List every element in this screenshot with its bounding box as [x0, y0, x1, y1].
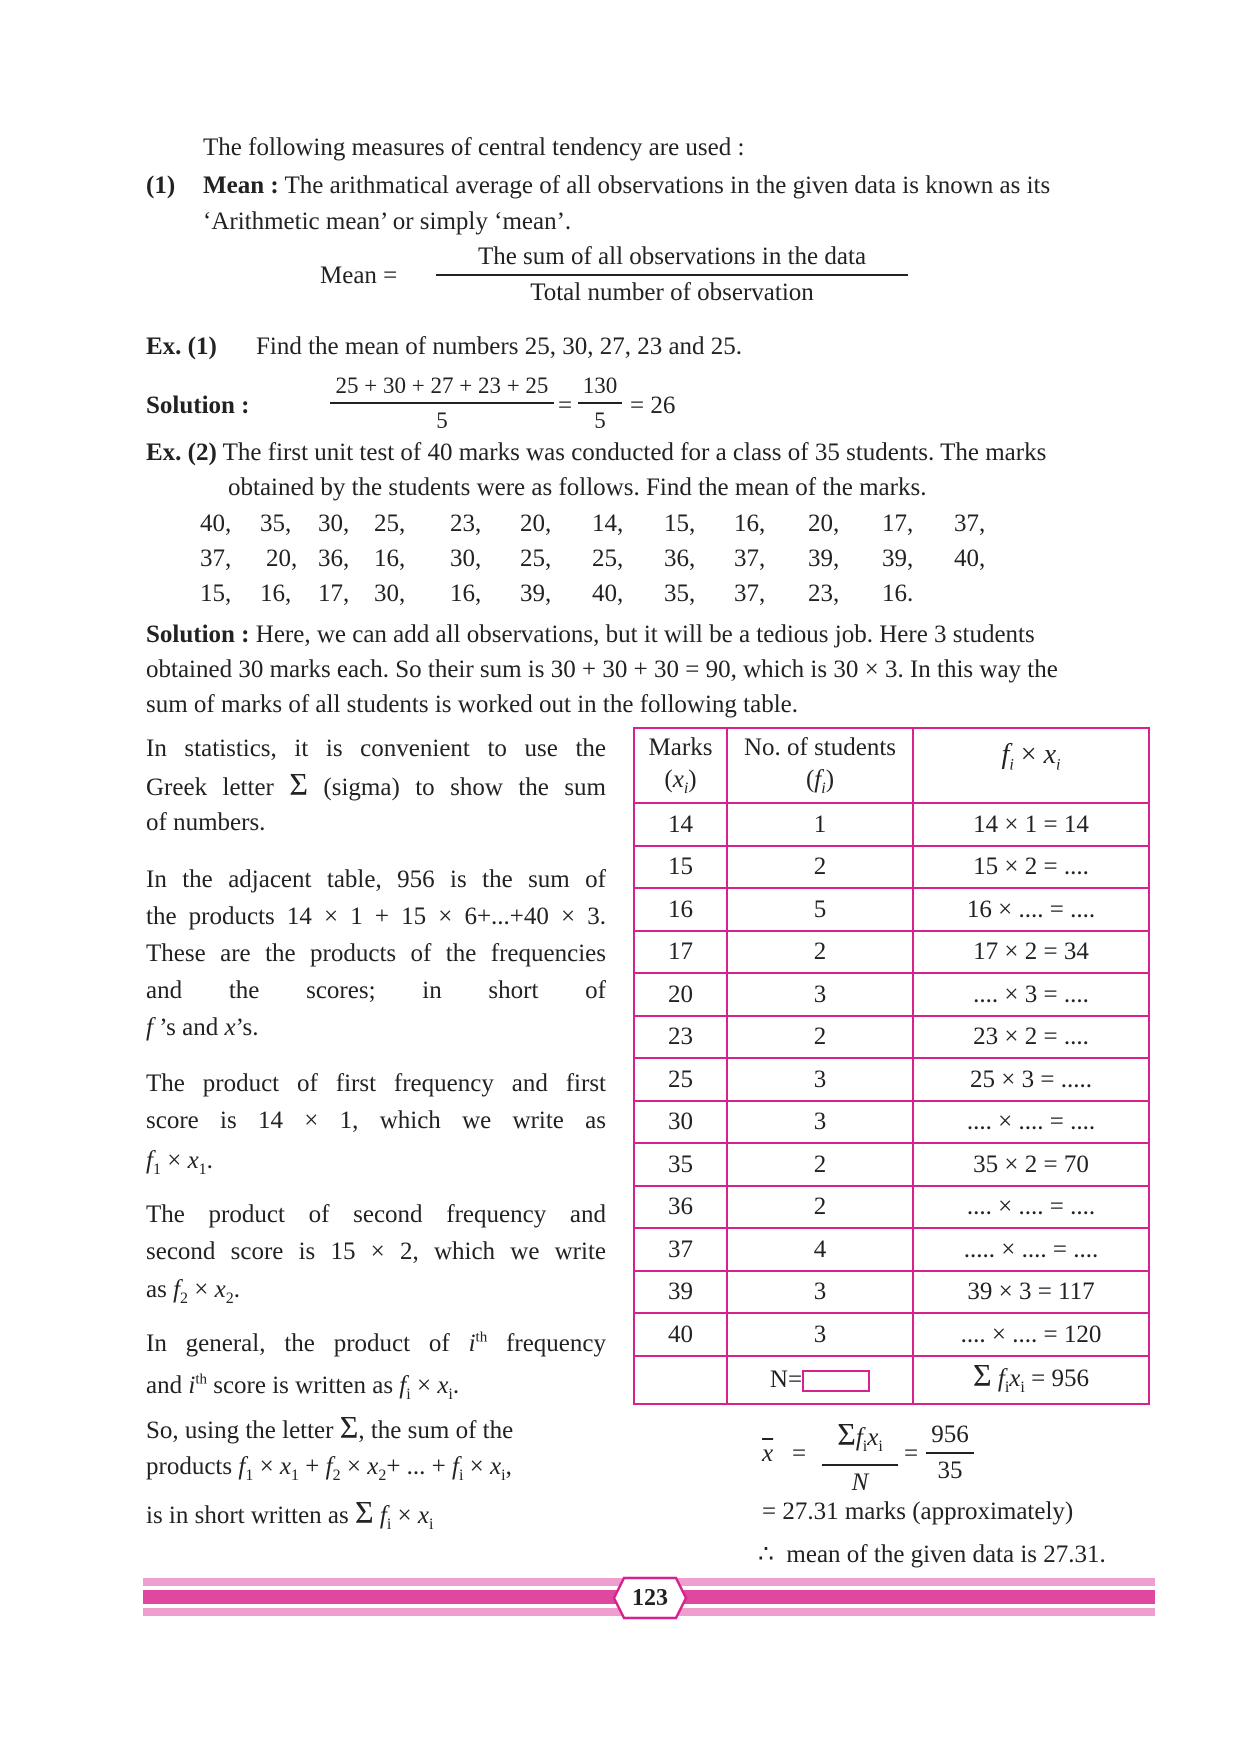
cell-students: 2	[727, 846, 913, 889]
side-p4-l3: as $f_2 \times x_2$.	[146, 1276, 240, 1307]
ex1-denominator: 5	[330, 402, 554, 438]
table-row	[634, 1228, 1149, 1271]
result-denom-value: 35	[926, 1452, 974, 1488]
data-value: 39,	[520, 580, 552, 607]
cell-product: 16 × .... = ....	[913, 888, 1149, 931]
data-value: 16.	[882, 580, 914, 607]
side-p2-l4: and the scores; in short of	[146, 977, 606, 1004]
ex1-fraction	[330, 370, 554, 438]
table-row	[634, 846, 1149, 889]
data-row	[200, 506, 1014, 541]
header-students: No. of students $(f_i)$	[727, 728, 913, 803]
table-row	[634, 1058, 1149, 1101]
cell-marks: 23	[634, 1016, 727, 1059]
cell-marks: 40	[634, 1313, 727, 1356]
ex1-numerator2: 130	[582, 373, 618, 398]
xbar-symbol: $\overline{x}$	[762, 1440, 774, 1467]
side-p6-l2: products $f_1 \times x_1 + f_2 \times x_2+$ ... + $f_i \times x_i$,	[146, 1453, 512, 1484]
cell-students: 2	[727, 1186, 913, 1229]
data-value: 25,	[374, 510, 406, 537]
side-p2-l5: f ’s and x’s.	[146, 1014, 259, 1041]
table-row	[634, 1186, 1149, 1229]
cell-students: 4	[727, 1228, 913, 1271]
data-value: 39,	[808, 545, 840, 572]
cell-marks: 39	[634, 1271, 727, 1314]
side-p1-l1: In statistics, it is convenient to use the	[146, 735, 606, 762]
side-p3-l2: score is 14 × 1, which we write as	[146, 1107, 606, 1134]
frequency-table	[633, 727, 1150, 1405]
cell-product: 39 × 3 = 117	[913, 1271, 1149, 1314]
mean-formula-fraction	[436, 240, 908, 310]
cell-students: 3	[727, 1271, 913, 1314]
cell-students: 1	[727, 803, 913, 846]
mean-formula-numerator: The sum of all observations in the data	[477, 243, 867, 270]
side-p2-l1: In the adjacent table, 956 is the sum of	[146, 866, 606, 893]
result-fraction2	[926, 1418, 974, 1488]
data-value: 30,	[450, 545, 482, 572]
side-p1-l2: Greek letter Σ (sigma) to show the sum	[146, 766, 606, 802]
ex2-solution-label: Solution :	[146, 621, 250, 648]
sigma-symbol: Σ	[289, 766, 308, 802]
cell-product: ..... × .... = ....	[913, 1228, 1149, 1271]
mean-term: Mean :	[203, 172, 279, 199]
data-value: 25,	[520, 545, 552, 572]
total-sum-cell: Σ $f_ix_i = 956$	[913, 1356, 1149, 1404]
cell-product: .... × .... = ....	[913, 1186, 1149, 1229]
ex2-line2: obtained by the students were as follows. Find the mean of the marks.	[228, 474, 927, 501]
table-row	[634, 931, 1149, 974]
cell-marks: 20	[634, 973, 727, 1016]
data-value: 37,	[734, 580, 766, 607]
table-row	[634, 803, 1149, 846]
side-p6-l3: is in short written as Σ $f_i \times x_i$	[146, 1494, 434, 1533]
cell-marks: 30	[634, 1101, 727, 1144]
ex2-solution-line3: sum of marks of all students is worked out in the following table.	[146, 691, 798, 718]
ex2-line1: Ex. (2) The first unit test of 40 marks was conducted for a class of 35 students. The marks	[146, 439, 1047, 466]
result-eq2: =	[904, 1440, 919, 1467]
side-p2-l2: the products 14 × 1 + 15 × 6+...+40 × 3.	[146, 903, 606, 930]
ex2-label: Ex. (2)	[146, 439, 217, 466]
table-row	[634, 1143, 1149, 1186]
data-value: 17,	[318, 580, 350, 607]
data-value: 23,	[450, 510, 482, 537]
result-line3: ∴ mean of the given data is 27.31.	[758, 1541, 1106, 1568]
data-value: 16,	[260, 580, 292, 607]
cell-students: 5	[727, 888, 913, 931]
cell-marks: 14	[634, 803, 727, 846]
side-p4-l1: The product of second frequency and	[146, 1201, 606, 1228]
table-row	[634, 1313, 1149, 1356]
cell-marks: 15	[634, 846, 727, 889]
data-value: 36,	[318, 545, 350, 572]
table-row	[634, 888, 1149, 931]
result-eq: =	[792, 1440, 807, 1467]
table-row	[634, 973, 1149, 1016]
data-value: 15,	[200, 580, 232, 607]
cell-students: 3	[727, 1313, 913, 1356]
ex1-label: Ex. (1)	[146, 333, 217, 360]
side-p5-l1: In general, the product of $i^{th}$ frequency	[146, 1329, 606, 1357]
result-line2: = 27.31 marks (approximately)	[762, 1498, 1074, 1525]
mean-formula-label: Mean =	[320, 262, 398, 289]
side-p2-l3: These are the products of the frequencies	[146, 940, 606, 967]
cell-product: .... × 3 = ....	[913, 973, 1149, 1016]
ex2-solution-line2: obtained 30 marks each. So their sum is 30 + 30 + 30 = 90, which is 30 × 3. In this way the	[146, 656, 1058, 683]
total-n-cell: N=	[727, 1356, 913, 1404]
side-p6-l1: So, using the letter Σ, the sum of the	[146, 1409, 514, 1445]
data-value: 40,	[954, 545, 986, 572]
table-row	[634, 1271, 1149, 1314]
cell-students: 3	[727, 1101, 913, 1144]
cell-product: 35 × 2 = 70	[913, 1143, 1149, 1186]
side-p4-l2: second score is 15 × 2, which we write	[146, 1238, 606, 1265]
cell-students: 2	[727, 1143, 913, 1186]
cell-marks: 37	[634, 1228, 727, 1271]
data-value: 20,	[808, 510, 840, 537]
data-value: 39,	[882, 545, 914, 572]
side-p3-l3: $f_1 \times x_1$.	[146, 1147, 213, 1178]
table-total-row	[634, 1356, 1149, 1404]
ex2-solution-line1: Solution : Here, we can add all observations, but it will be a tedious job. Here 3 students	[146, 621, 1035, 648]
data-value: 17,	[882, 510, 914, 537]
cell-students: 2	[727, 931, 913, 974]
ex1-numerator: 25 + 30 + 27 + 23 + 25	[335, 373, 549, 398]
side-p5-l2: and $i^{th}$ score is written as $f_i \times x_i$.	[146, 1371, 460, 1403]
data-value: 16,	[450, 580, 482, 607]
result-num-value: 956	[931, 1421, 969, 1448]
ex1-result: = 26	[630, 392, 676, 419]
cell-marks: 36	[634, 1186, 727, 1229]
cell-product: 23 × 2 = ....	[913, 1016, 1149, 1059]
data-value: 40,	[200, 510, 232, 537]
ex1-denominator2: 5	[578, 402, 622, 438]
cell-product: 25 × 3 = .....	[913, 1058, 1149, 1101]
cell-product: 17 × 2 = 34	[913, 931, 1149, 974]
result-fraction	[822, 1418, 898, 1500]
data-row	[200, 576, 1014, 611]
cell-marks: 16	[634, 888, 727, 931]
cell-students: 3	[727, 1058, 913, 1101]
cell-product: 15 × 2 = ....	[913, 846, 1149, 889]
result-numerator: $\Sigma f_ix_i$	[837, 1416, 883, 1455]
data-value: 23,	[808, 580, 840, 607]
ex1-solution-label: Solution :	[146, 392, 250, 419]
marks-data-set	[200, 506, 1014, 611]
n-answer-box	[802, 1370, 870, 1392]
data-value: 16,	[734, 510, 766, 537]
ex1-text: Find the mean of numbers 25, 30, 27, 23 and 25.	[256, 333, 743, 360]
data-value: 15,	[664, 510, 696, 537]
data-value: 30,	[318, 510, 350, 537]
cell-product: 14 × 1 = 14	[913, 803, 1149, 846]
table-row	[634, 1016, 1149, 1059]
side-p1-l3: of numbers.	[146, 809, 266, 836]
ex1-fraction2	[578, 370, 622, 438]
cell-marks: 17	[634, 931, 727, 974]
data-value: 35,	[664, 580, 696, 607]
data-value: 37,	[954, 510, 986, 537]
cell-marks: 35	[634, 1143, 727, 1186]
table-header-row	[634, 728, 1149, 803]
table-row	[634, 1101, 1149, 1144]
data-row	[200, 541, 1014, 576]
data-value: 25,	[592, 545, 624, 572]
data-value: 20,	[520, 510, 552, 537]
mean-def-line1: Mean : The arithmatical average of all observations in the given data is known as its	[203, 172, 1051, 199]
therefore-symbol: ∴	[758, 1541, 774, 1568]
cell-product: .... × .... = 120	[913, 1313, 1149, 1356]
side-p3-l1: The product of first frequency and first	[146, 1070, 606, 1097]
mean-def-number: (1)	[146, 172, 176, 199]
header-marks: Marks $(x_i)$	[634, 728, 727, 803]
cell-students: 3	[727, 973, 913, 1016]
mean-def-line2: ‘Arithmetic mean’ or simply ‘mean’.	[203, 208, 572, 235]
data-value: 35,	[260, 510, 292, 537]
data-value: 14,	[592, 510, 624, 537]
data-value: 37,	[200, 545, 232, 572]
cell-students: 2	[727, 1016, 913, 1059]
cell-product: .... × .... = ....	[913, 1101, 1149, 1144]
data-value: 30,	[374, 580, 406, 607]
data-value: 36,	[664, 545, 696, 572]
result-denominator: N	[822, 1464, 898, 1500]
ex1-eq: =	[558, 392, 573, 419]
header-product: $f_i \times x_i$	[913, 728, 1149, 803]
data-value: 37,	[734, 545, 766, 572]
intro-text: The following measures of central tendency are used :	[203, 134, 745, 161]
mean-formula-denominator: Total number of observation	[436, 274, 908, 310]
cell-marks: 25	[634, 1058, 727, 1101]
data-value: 16,	[374, 545, 406, 572]
page-number: 123	[632, 1585, 668, 1611]
data-value: 20,	[266, 545, 298, 572]
total-empty-cell	[634, 1356, 727, 1404]
data-value: 40,	[592, 580, 624, 607]
